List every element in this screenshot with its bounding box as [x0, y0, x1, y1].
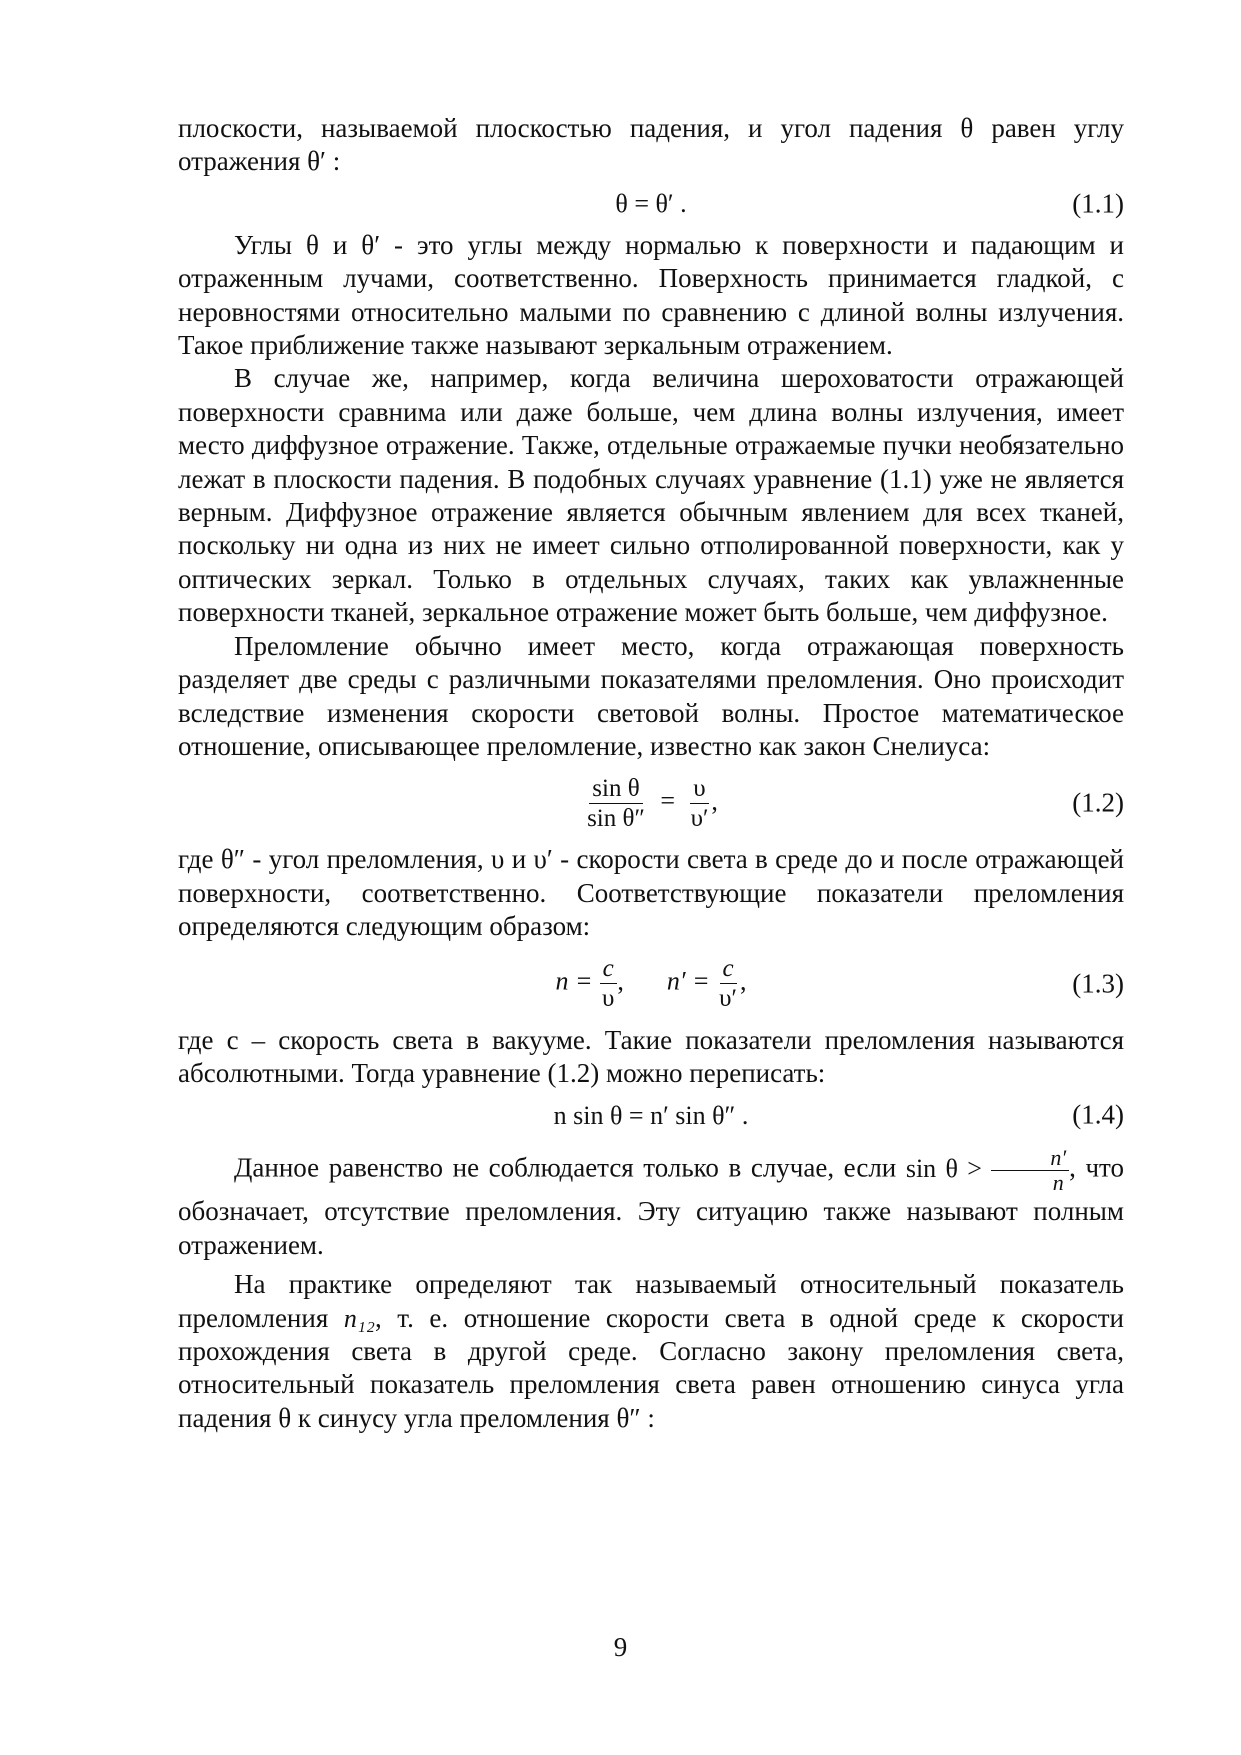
paragraph-4: Преломление обычно имеет место, когда отражающая поверхность разделяет две среды с различными показателями преломления. Оно происходит вследствие изменения скорости световой волны. Простое математическое отношение, описывающее преломление, известно как закон Снелиуса:: [178, 630, 1124, 761]
fraction-c-over-v-prime: [716, 954, 740, 1013]
fraction-numerator: c: [600, 954, 617, 984]
paragraph-8-text-end: , т. е. отношение скорости света в одной среде к скорости прохождения света в другой среде. Согласно закону преломления света, относительный показатель преломления света равен отношению синуса угла падения θ к синусу угла преломления θ″ :: [178, 1302, 1124, 1433]
paragraph-2: Углы θ и θ′ - это углы между нормалью к поверхности и падающим и отраженным лучами, соответственно. Поверхность принимается гладкой, с неровностями относительно малыми по сравнению с длиной волны излучения. Такое приближение также называют зеркальным отражением.: [178, 229, 1124, 361]
equation-1-4-body: n sin θ = n′ sin θ″ .: [553, 1100, 749, 1130]
fraction-denominator: υ′: [690, 804, 709, 832]
equation-1-3: [178, 944, 1124, 1024]
paragraph-7-text-end: , что обозначает, отсутствие преломления. Эту ситуацию также называют полным отражением.: [178, 1152, 1124, 1260]
equation-1-1-body: θ = θ′ .: [615, 189, 687, 219]
equation-1-2: [178, 763, 1124, 843]
inline-n12: n₁₂: [343, 1303, 375, 1333]
paragraph-5: где θ″ - угол преломления, υ и υ′ - скорости света в среде до и после отражающей поверхности, соответственно. Соответствующие показатели преломления определяются следующим образом:: [178, 844, 1124, 942]
page-body: [178, 112, 1124, 1435]
paragraph-7-text: Данное равенство не соблюдается только в случае, если: [234, 1152, 897, 1183]
lhs-n-prime: n′ =: [666, 966, 710, 996]
equation-1-1: [178, 179, 1124, 229]
paragraph-6: где c – скорость света в вакууме. Такие показатели преломления называются абсолютными. Тогда уравнение (1.2) можно переписать:: [178, 1024, 1124, 1088]
fraction-sin: [584, 774, 648, 833]
equals-sign: =: [660, 786, 676, 816]
fraction-c-over-v: [599, 954, 617, 1013]
equation-tail: ,: [740, 966, 747, 996]
fraction-denominator: υ: [602, 985, 615, 1013]
paragraph-8-text: На практике определяют так называемый относительный показатель преломления: [178, 1269, 1124, 1333]
fraction-denominator: υ′: [719, 985, 738, 1013]
fraction-numerator: c: [720, 954, 737, 984]
equation-1-2-body: [584, 774, 718, 833]
paragraph-3: В случае же, например, когда величина шероховатости отражающей поверхности сравнима или даже больше, чем длина волны излучения, имеет место диффузное отражение. Также, отдельные отражаемые пучки необязательно лежат в плоскости падения. В подобных случаях уравнение (1.1) уже не является верным. Диффузное отражение является обычным явлением для всех тканей, поскольку ни одна из них не имеет сильно отполированной поверхности, как у оптических зеркал. Только в отдельных случаях, таких как увлажненные поверхности тканей, зеркальное отражение может быть больше, чем диффузное.: [178, 363, 1124, 628]
equation-number: (1.2): [1072, 787, 1124, 818]
paragraph-8: [178, 1268, 1124, 1435]
inline-inequality: [905, 1145, 1069, 1196]
fraction-numerator: n′: [991, 1146, 1069, 1171]
equation-number: (1.1): [1072, 188, 1124, 219]
fraction-numerator: sin θ: [589, 774, 642, 804]
fraction-n-prime-over-n: [991, 1146, 1069, 1195]
equation-1-3-body: [555, 954, 746, 1013]
fraction-denominator: n: [1052, 1170, 1064, 1196]
paragraph-1: плоскости, называемой плоскостью падения, и угол падения θ равен углу отражения θ′ :: [178, 113, 1124, 177]
equation-number: (1.3): [1072, 967, 1124, 998]
page-number: 9: [613, 1632, 628, 1662]
fraction-velocity: [688, 774, 712, 833]
separator: ,: [617, 966, 624, 996]
equation-tail: ,: [711, 786, 718, 816]
fraction-numerator: υ: [690, 774, 708, 804]
fraction-denominator: sin θ″: [587, 804, 645, 832]
lhs-n: n =: [555, 966, 593, 996]
inequality-lhs: sin θ >: [905, 1153, 982, 1183]
equation-number: (1.4): [1072, 1099, 1124, 1130]
paragraph-7: [178, 1146, 1124, 1262]
equation-1-4: [178, 1090, 1124, 1140]
